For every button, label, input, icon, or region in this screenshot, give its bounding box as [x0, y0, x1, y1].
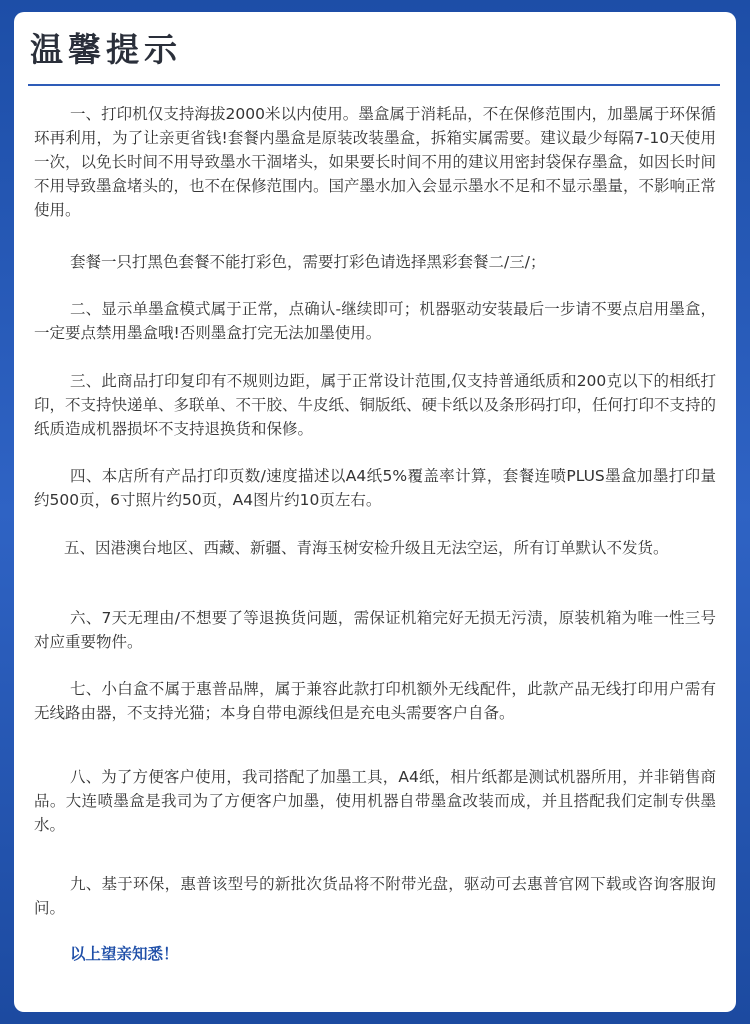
paragraph-3: 三、此商品打印复印有不规则边距，属于正常设计范围,仅支持普通纸质和200克以下的相纸打印，不支持快递单、多联单、不干胶、牛皮纸、铜版纸、硬卡纸以及条形码打印，任何打印不支持的纸质造成机器损坏不支持退换货和保修。 [34, 372, 717, 438]
notice-title: 温馨提示 [30, 30, 182, 69]
paragraph-7: 七、小白盒不属于惠普品牌，属于兼容此款打印机额外无线配件，此款产品无线打印用户需有无线路由器，不支持光猫；本身自带电源线但是充电头需要客户自备。 [34, 680, 716, 722]
paragraph-2: 二、显示单墨盒模式属于正常，点确认-继续即可；机器驱动安装最后一步请不要点启用墨盒，一定要点禁用墨盒哦!否则墨盒打完无法加墨使用。 [34, 300, 716, 342]
paragraph-8: 八、为了方便客户使用，我司搭配了加墨工具，A4纸，相片纸都是测试机器所用，并非销售商品。大连喷墨盒是我司为了方便客户加墨，使用机器自带墨盒改装而成，并且搭配我们定制专供墨水。 [34, 768, 716, 834]
notice-card [14, 12, 736, 1012]
paragraph-4: 四、本店所有产品打印页数/速度描述以A4纸5%覆盖率计算，套餐连喷PLUS墨盒加墨打印量约500页，6寸照片约50页，A4图片约10页左右。 [34, 467, 716, 509]
paragraph-9: 九、基于环保，惠普该型号的新批次货品将不附带光盘，驱动可去惠普官网下载或咨询客服询问。 [34, 875, 716, 917]
paragraph-package: 套餐一只打黑色套餐不能打彩色，需要打彩色请选择黑彩套餐二/三/； [70, 253, 546, 271]
closing-note: 以上望亲知悉！ [70, 945, 179, 963]
paragraph-5: 五、因港澳台地区、西藏、新疆、青海玉树安检升级且无法空运，所有订单默认不发货。 [64, 539, 669, 557]
paragraph-6: 六、7天无理由/不想要了等退换货问题，需保证机箱完好无损无污渍，原装机箱为唯一性三号对应重要物件。 [34, 609, 716, 651]
title-divider [28, 84, 720, 86]
paragraph-1: 一、打印机仅支持海拔2000米以内使用。墨盒属于消耗品，不在保修范围内，加墨属于环保循环再利用，为了让亲更省钱!套餐内墨盒是原装改装墨盒，拆箱实属需要。建议最少每隔7-10天使用一次，以免长时间不用导致墨水干涸堵头，如果要长时间不用的建议用密封袋保存墨盒，如因长时间不用导致墨盒堵头的，也不在保修范围内。国产墨水加入会显示墨水不足和不显示墨量，不影响正常使用。 [34, 105, 717, 219]
